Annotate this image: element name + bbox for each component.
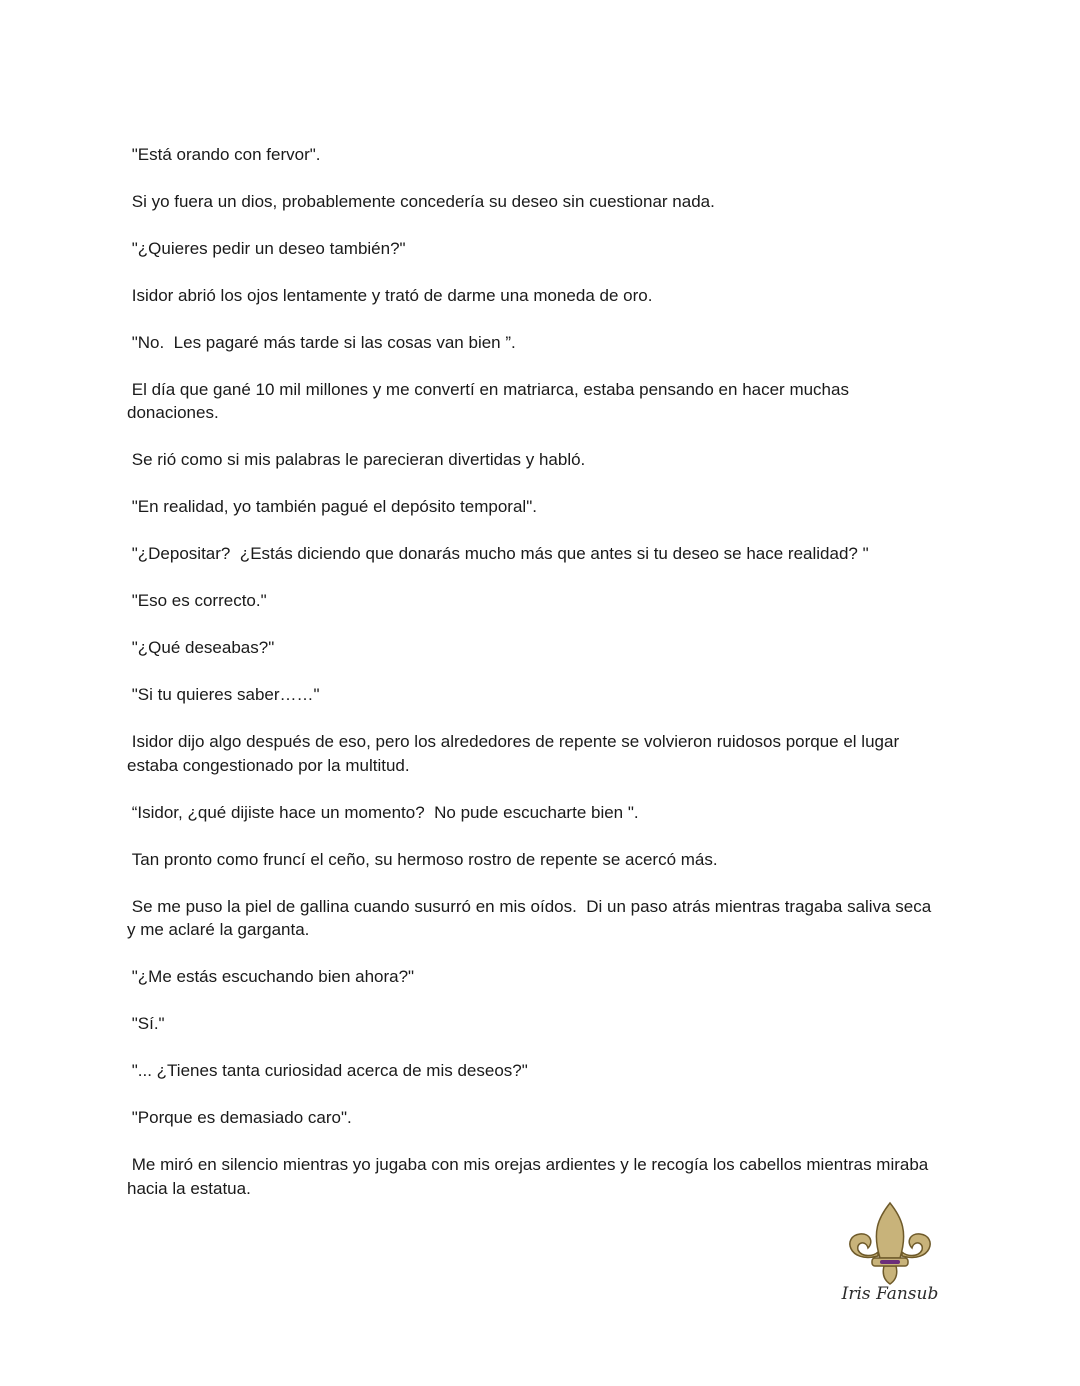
paragraph: "¿Quieres pedir un deseo también?" (127, 239, 406, 258)
paragraph: Se me puso la piel de gallina cuando susurró en mis oídos. Di un paso atrás mientras tragaba saliva seca y me aclaré la garganta. (127, 896, 936, 940)
watermark-logo (838, 1200, 942, 1312)
paragraph: "Si tu quieres saber……" (127, 685, 320, 705)
fleur-de-lis-icon (838, 1200, 942, 1286)
paragraph: Si yo fuera un dios, probablemente concedería su deseo sin cuestionar nada. (127, 192, 715, 211)
paragraph: "¿Depositar? ¿Estás diciendo que donarás mucho más que antes si tu deseo se hace realidad? " (127, 544, 869, 564)
paragraph: Me miró en silencio mientras yo jugaba con mis orejas ardientes y le recogía los cabellos mientras miraba hacia la estatua. (127, 1155, 933, 1198)
paragraph: El día que gané 10 mil millones y me convertí en matriarca, estaba pensando en hacer muchas donaciones. (127, 380, 854, 423)
paragraph: "Porque es demasiado caro". (127, 1108, 352, 1128)
paragraph: "No. Les pagaré más tarde si las cosas van bien ”. (127, 333, 516, 352)
paragraph: “Isidor, ¿qué dijiste hace un momento? No pude escucharte bien ". (127, 802, 639, 822)
paragraph: Se rió como si mis palabras le parecieran divertidas y habló. (127, 450, 586, 470)
paragraph: "En realidad, yo también pagué el depósito temporal". (127, 497, 537, 517)
paragraph: "... ¿Tienes tanta curiosidad acerca de mis deseos?" (127, 1061, 528, 1081)
document-body (127, 143, 942, 1224)
paragraph: "¿Me estás escuchando bien ahora?" (127, 967, 415, 987)
paragraph: Isidor dijo algo después de eso, pero los alrededores de repente se volvieron ruidosos porque el lugar estaba congestionado por la multitud. (127, 732, 904, 775)
paragraph: "¿Qué deseabas?" (127, 638, 275, 658)
paragraph: Isidor abrió los ojos lentamente y trató de darme una moneda de oro. (127, 286, 653, 305)
paragraph: "Sí." (127, 1014, 165, 1034)
paragraph: "Eso es correcto." (127, 591, 267, 611)
paragraph: "Está orando con fervor". (127, 145, 321, 164)
watermark-text: Iris Fansub (841, 1284, 939, 1304)
paragraph: Tan pronto como fruncí el ceño, su hermoso rostro de repente se acercó más. (127, 849, 718, 869)
